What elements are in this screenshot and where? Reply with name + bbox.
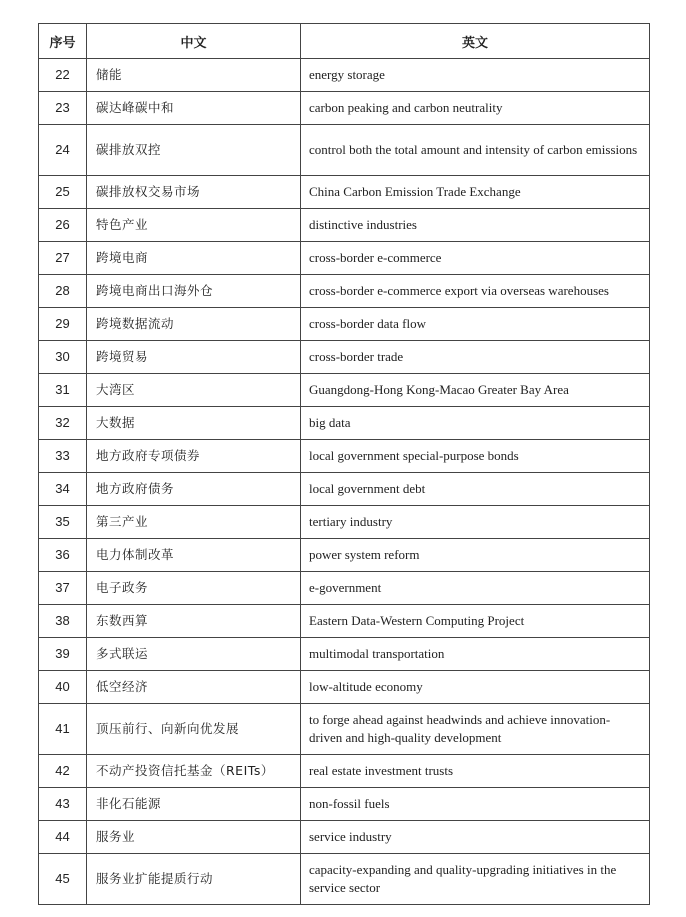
chinese-term: 服务业: [87, 821, 301, 854]
row-number: 32: [39, 407, 87, 440]
chinese-term: 碳排放权交易市场: [87, 176, 301, 209]
row-number: 34: [39, 473, 87, 506]
row-number: 39: [39, 638, 87, 671]
header-row: [39, 24, 650, 59]
english-term: power system reform: [301, 539, 650, 572]
row-number: 24: [39, 125, 87, 176]
chinese-term: 电力体制改革: [87, 539, 301, 572]
chinese-term: 特色产业: [87, 209, 301, 242]
table-row: [39, 92, 650, 125]
english-term: non-fossil fuels: [301, 788, 650, 821]
english-term: energy storage: [301, 59, 650, 92]
row-number: 45: [39, 854, 87, 905]
table-row: [39, 854, 650, 905]
table-row: [39, 506, 650, 539]
table-row: [39, 341, 650, 374]
chinese-term: 不动产投资信托基金（REITs）: [87, 755, 301, 788]
table-row: [39, 539, 650, 572]
english-term: cross-border trade: [301, 341, 650, 374]
chinese-term: 跨境电商: [87, 242, 301, 275]
chinese-term: 第三产业: [87, 506, 301, 539]
table-row: [39, 308, 650, 341]
table-row: [39, 440, 650, 473]
row-number: 36: [39, 539, 87, 572]
table-row: [39, 209, 650, 242]
row-number: 35: [39, 506, 87, 539]
row-number: 29: [39, 308, 87, 341]
chinese-term: 东数西算: [87, 605, 301, 638]
row-number: 22: [39, 59, 87, 92]
chinese-term: 碳达峰碳中和: [87, 92, 301, 125]
chinese-term: 顶压前行、向新向优发展: [87, 704, 301, 755]
table-row: [39, 59, 650, 92]
chinese-term: 大数据: [87, 407, 301, 440]
table-row: [39, 788, 650, 821]
chinese-term: 电子政务: [87, 572, 301, 605]
chinese-term: 储能: [87, 59, 301, 92]
header-number: 序号: [39, 24, 87, 59]
english-term: Eastern Data-Western Computing Project: [301, 605, 650, 638]
chinese-term: 跨境数据流动: [87, 308, 301, 341]
chinese-term: 地方政府债务: [87, 473, 301, 506]
english-term: distinctive industries: [301, 209, 650, 242]
row-number: 30: [39, 341, 87, 374]
row-number: 31: [39, 374, 87, 407]
table-row: [39, 176, 650, 209]
row-number: 28: [39, 275, 87, 308]
row-number: 40: [39, 671, 87, 704]
row-number: 23: [39, 92, 87, 125]
row-number: 43: [39, 788, 87, 821]
table-row: [39, 125, 650, 176]
chinese-term: 跨境贸易: [87, 341, 301, 374]
english-term: cross-border e-commerce export via overseas warehouses: [301, 275, 650, 308]
row-number: 38: [39, 605, 87, 638]
table-row: [39, 473, 650, 506]
english-term: cross-border e-commerce: [301, 242, 650, 275]
row-number: 44: [39, 821, 87, 854]
chinese-term: 低空经济: [87, 671, 301, 704]
row-number: 33: [39, 440, 87, 473]
header-chinese: 中文: [87, 24, 301, 59]
english-term: service industry: [301, 821, 650, 854]
english-term: Guangdong-Hong Kong-Macao Greater Bay Area: [301, 374, 650, 407]
row-number: 42: [39, 755, 87, 788]
table-row: [39, 374, 650, 407]
english-term: big data: [301, 407, 650, 440]
english-term: control both the total amount and intensity of carbon emissions: [301, 125, 650, 176]
row-number: 37: [39, 572, 87, 605]
english-term: multimodal transportation: [301, 638, 650, 671]
english-term: tertiary industry: [301, 506, 650, 539]
row-number: 25: [39, 176, 87, 209]
english-term: capacity-expanding and quality-upgrading initiatives in the service sector: [301, 854, 650, 905]
header-english: 英文: [301, 24, 650, 59]
table-row: [39, 407, 650, 440]
english-term: e-government: [301, 572, 650, 605]
table-row: [39, 572, 650, 605]
english-term: cross-border data flow: [301, 308, 650, 341]
chinese-term: 碳排放双控: [87, 125, 301, 176]
table-row: [39, 821, 650, 854]
chinese-term: 跨境电商出口海外仓: [87, 275, 301, 308]
table-row: [39, 638, 650, 671]
english-term: real estate investment trusts: [301, 755, 650, 788]
table-row: [39, 755, 650, 788]
table-row: [39, 671, 650, 704]
chinese-term: 大湾区: [87, 374, 301, 407]
row-number: 41: [39, 704, 87, 755]
table-row: [39, 275, 650, 308]
row-number: 26: [39, 209, 87, 242]
english-term: local government debt: [301, 473, 650, 506]
chinese-term: 地方政府专项债券: [87, 440, 301, 473]
row-number: 27: [39, 242, 87, 275]
table-row: [39, 605, 650, 638]
english-term: low-altitude economy: [301, 671, 650, 704]
english-term: carbon peaking and carbon neutrality: [301, 92, 650, 125]
chinese-term: 多式联运: [87, 638, 301, 671]
glossary-table: [38, 23, 650, 905]
english-term: local government special-purpose bonds: [301, 440, 650, 473]
english-term: to forge ahead against headwinds and achieve innovation-driven and high-quality development: [301, 704, 650, 755]
english-term: China Carbon Emission Trade Exchange: [301, 176, 650, 209]
table-row: [39, 242, 650, 275]
chinese-term: 服务业扩能提质行动: [87, 854, 301, 905]
table-row: [39, 704, 650, 755]
chinese-term: 非化石能源: [87, 788, 301, 821]
